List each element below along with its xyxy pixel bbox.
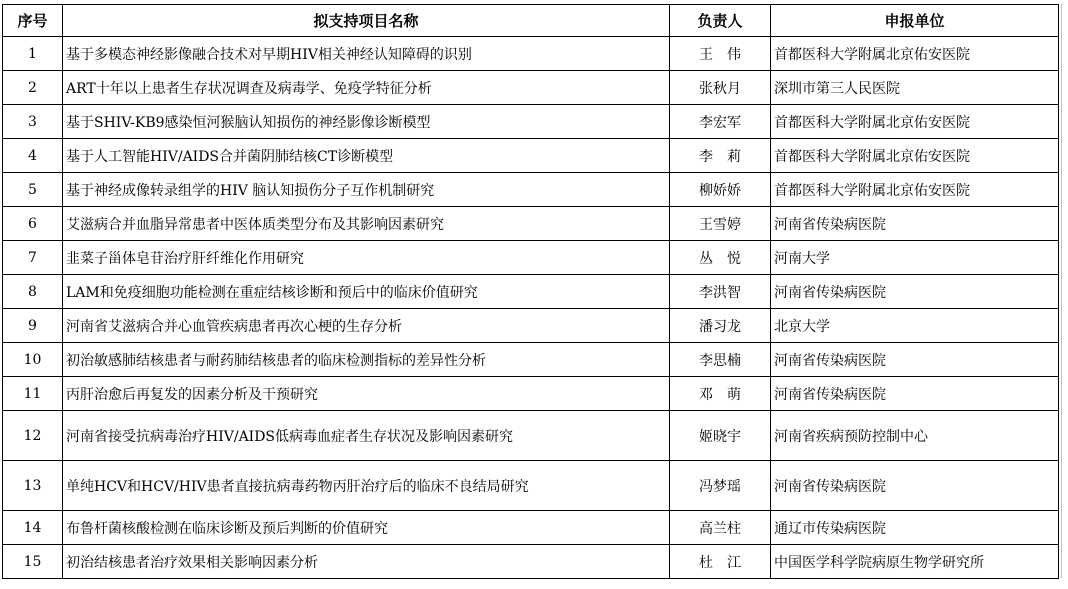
cell-project-name[interactable]: 单纯HCV和HCV/HIV患者直接抗病毒药物丙肝治疗后的临床不良结局研究 bbox=[63, 461, 670, 511]
cell-person-in-charge[interactable]: 李洪智 bbox=[670, 275, 771, 309]
cell-project-name[interactable]: 初治敏感肺结核患者与耐药肺结核患者的临床检测指标的差异性分析 bbox=[63, 343, 670, 377]
cell-person-in-charge[interactable]: 王雪婷 bbox=[670, 207, 771, 241]
cell-project-name[interactable]: 初治结核患者治疗效果相关影响因素分析 bbox=[63, 545, 670, 579]
cell-serial[interactable]: 7 bbox=[3, 241, 63, 275]
cell-applicant-unit[interactable]: 河南大学 bbox=[771, 241, 1059, 275]
cell-serial[interactable]: 8 bbox=[3, 275, 63, 309]
table-row bbox=[3, 37, 1059, 71]
table-row bbox=[3, 173, 1059, 207]
cell-applicant-unit[interactable]: 中国医学科学院病原生物学研究所 bbox=[771, 545, 1059, 579]
cell-project-name[interactable]: 丙肝治愈后再复发的因素分析及干预研究 bbox=[63, 377, 670, 411]
cell-applicant-unit[interactable]: 河南省传染病医院 bbox=[771, 377, 1059, 411]
table-row bbox=[3, 241, 1059, 275]
cell-person-in-charge[interactable]: 邓 萌 bbox=[670, 377, 771, 411]
cell-project-name[interactable]: 河南省接受抗病毒治疗HIV/AIDS低病毒血症者生存状况及影响因素研究 bbox=[63, 411, 670, 461]
table-row bbox=[3, 139, 1059, 173]
header-applicant-unit[interactable]: 申报单位 bbox=[771, 5, 1059, 37]
cell-serial[interactable]: 13 bbox=[3, 461, 63, 511]
project-table bbox=[2, 4, 1059, 579]
header-project-name[interactable]: 拟支持项目名称 bbox=[63, 5, 670, 37]
header-row bbox=[3, 5, 1059, 37]
cell-project-name[interactable]: 基于SHIV-KB9感染恒河猴脑认知损伤的神经影像诊断模型 bbox=[63, 105, 670, 139]
cell-project-name[interactable]: 基于人工智能HIV/AIDS合并菌阴肺结核CT诊断模型 bbox=[63, 139, 670, 173]
cell-serial[interactable]: 2 bbox=[3, 71, 63, 105]
table-row bbox=[3, 275, 1059, 309]
cell-applicant-unit[interactable]: 首都医科大学附属北京佑安医院 bbox=[771, 37, 1059, 71]
table-row bbox=[3, 71, 1059, 105]
cell-serial[interactable]: 5 bbox=[3, 173, 63, 207]
table-row bbox=[3, 461, 1059, 511]
cell-project-name[interactable]: 基于神经成像转录组学的HIV 脑认知损伤分子互作机制研究 bbox=[63, 173, 670, 207]
table-row bbox=[3, 207, 1059, 241]
cell-serial[interactable]: 9 bbox=[3, 309, 63, 343]
cell-serial[interactable]: 3 bbox=[3, 105, 63, 139]
cell-serial[interactable]: 4 bbox=[3, 139, 63, 173]
cell-person-in-charge[interactable]: 李思楠 bbox=[670, 343, 771, 377]
cell-person-in-charge[interactable]: 杜 江 bbox=[670, 545, 771, 579]
cell-project-name[interactable]: 艾滋病合并血脂异常患者中医体质类型分布及其影响因素研究 bbox=[63, 207, 670, 241]
cell-person-in-charge[interactable]: 柳娇娇 bbox=[670, 173, 771, 207]
cell-project-name[interactable]: LAM和免疫细胞功能检测在重症结核诊断和预后中的临床价值研究 bbox=[63, 275, 670, 309]
cell-person-in-charge[interactable]: 李 莉 bbox=[670, 139, 771, 173]
sheet-edge-line bbox=[1061, 4, 1062, 578]
cell-person-in-charge[interactable]: 王 伟 bbox=[670, 37, 771, 71]
cell-project-name[interactable]: 基于多模态神经影像融合技术对早期HIV相关神经认知障碍的识别 bbox=[63, 37, 670, 71]
cell-project-name[interactable]: ART十年以上患者生存状况调查及病毒学、免疫学特征分析 bbox=[63, 71, 670, 105]
table-row bbox=[3, 343, 1059, 377]
cell-serial[interactable]: 14 bbox=[3, 511, 63, 545]
cell-person-in-charge[interactable]: 丛 悦 bbox=[670, 241, 771, 275]
cell-applicant-unit[interactable]: 河南省传染病医院 bbox=[771, 461, 1059, 511]
table-row bbox=[3, 377, 1059, 411]
header-person-in-charge[interactable]: 负责人 bbox=[670, 5, 771, 37]
table-row bbox=[3, 411, 1059, 461]
cell-person-in-charge[interactable]: 冯梦瑶 bbox=[670, 461, 771, 511]
cell-applicant-unit[interactable]: 通辽市传染病医院 bbox=[771, 511, 1059, 545]
cell-project-name[interactable]: 布鲁杆菌核酸检测在临床诊断及预后判断的价值研究 bbox=[63, 511, 670, 545]
table-row bbox=[3, 511, 1059, 545]
cell-person-in-charge[interactable]: 高兰柱 bbox=[670, 511, 771, 545]
cell-serial[interactable]: 11 bbox=[3, 377, 63, 411]
table-row bbox=[3, 105, 1059, 139]
cell-person-in-charge[interactable]: 张秋月 bbox=[670, 71, 771, 105]
cell-applicant-unit[interactable]: 河南省传染病医院 bbox=[771, 343, 1059, 377]
cell-serial[interactable]: 6 bbox=[3, 207, 63, 241]
table-row bbox=[3, 309, 1059, 343]
table-row bbox=[3, 545, 1059, 579]
cell-person-in-charge[interactable]: 姬晓宇 bbox=[670, 411, 771, 461]
cell-project-name[interactable]: 韭菜子甾体皂苷治疗肝纤维化作用研究 bbox=[63, 241, 670, 275]
cell-person-in-charge[interactable]: 潘习龙 bbox=[670, 309, 771, 343]
cell-applicant-unit[interactable]: 河南省传染病医院 bbox=[771, 207, 1059, 241]
cell-serial[interactable]: 15 bbox=[3, 545, 63, 579]
header-serial[interactable]: 序号 bbox=[3, 5, 63, 37]
cell-serial[interactable]: 12 bbox=[3, 411, 63, 461]
cell-applicant-unit[interactable]: 首都医科大学附属北京佑安医院 bbox=[771, 139, 1059, 173]
cell-applicant-unit[interactable]: 首都医科大学附属北京佑安医院 bbox=[771, 173, 1059, 207]
cell-project-name[interactable]: 河南省艾滋病合并心血管疾病患者再次心梗的生存分析 bbox=[63, 309, 670, 343]
cell-serial[interactable]: 10 bbox=[3, 343, 63, 377]
cell-applicant-unit[interactable]: 首都医科大学附属北京佑安医院 bbox=[771, 105, 1059, 139]
cell-person-in-charge[interactable]: 李宏军 bbox=[670, 105, 771, 139]
cell-applicant-unit[interactable]: 河南省疾病预防控制中心 bbox=[771, 411, 1059, 461]
cell-applicant-unit[interactable]: 深圳市第三人民医院 bbox=[771, 71, 1059, 105]
cell-applicant-unit[interactable]: 北京大学 bbox=[771, 309, 1059, 343]
cell-applicant-unit[interactable]: 河南省传染病医院 bbox=[771, 275, 1059, 309]
cell-serial[interactable]: 1 bbox=[3, 37, 63, 71]
